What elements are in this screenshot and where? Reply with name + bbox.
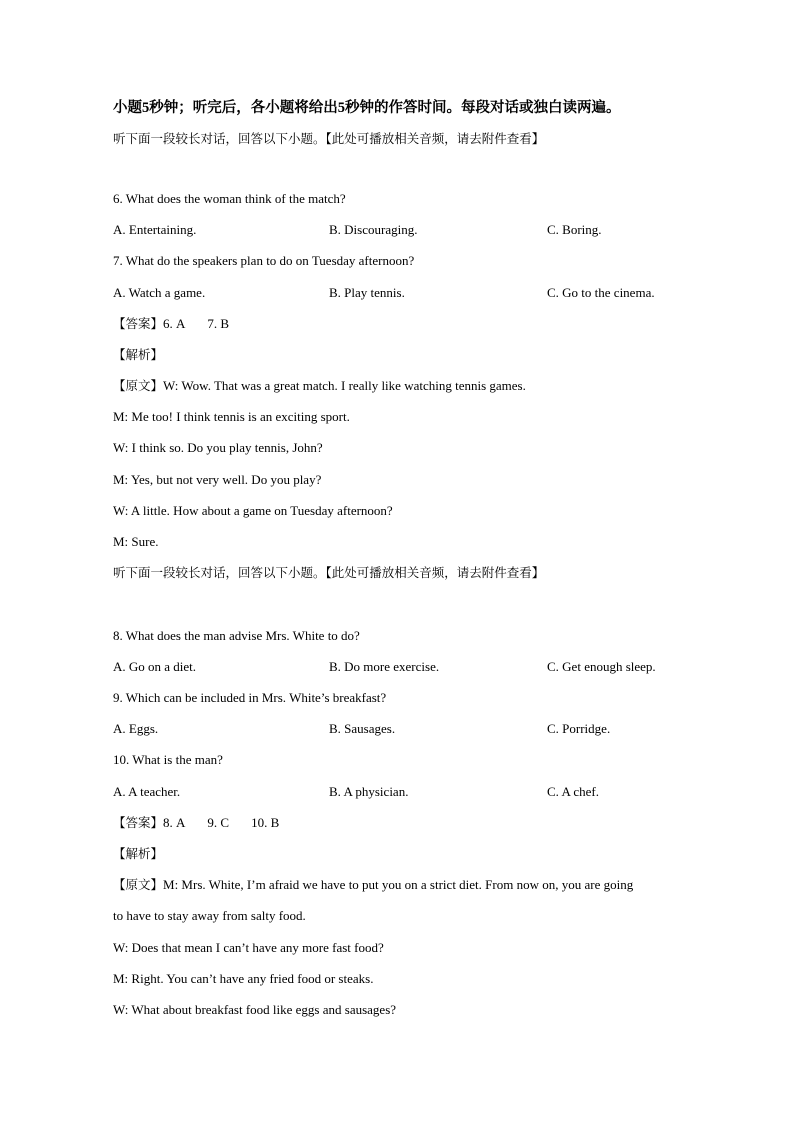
transcript-line: M: Yes, but not very well. Do you play? xyxy=(113,472,322,487)
transcript-line: W: What about breakfast food like eggs and sausages? xyxy=(113,1002,397,1017)
instruction-line: 小题5秒钟；听完后，各小题将给出5秒钟的作答时间。每段对话或独白读两遍。 xyxy=(113,100,621,116)
transcript-line: W: I think so. Do you play tennis, John? xyxy=(113,440,323,455)
transcript-line: W: Does that mean I can’t have any more fast food? xyxy=(113,940,384,955)
answer-tag: 【答案】 xyxy=(113,815,164,830)
answer-item: 9. C xyxy=(207,815,230,830)
question-7: 7. What do the speakers plan to do on Tuesday afternoon? xyxy=(113,253,415,268)
audio-note: 听下面一段较长对话，回答以下小题。【此处可播放相关音频，请去附件查看】 xyxy=(113,131,545,146)
q9-option-b: B. Sausages. xyxy=(329,721,396,736)
q8-option-a: A. Go on a diet. xyxy=(113,659,197,674)
q10-option-b: B. A physician. xyxy=(329,784,409,799)
question-10: 10. What is the man? xyxy=(113,752,223,767)
q6-option-c: C. Boring. xyxy=(547,222,602,237)
original-tag: 【原文】 xyxy=(113,877,164,892)
analysis-tag: 【解析】 xyxy=(113,846,164,861)
q6-option-b: B. Discouraging. xyxy=(329,222,418,237)
answer-item: 8. A xyxy=(163,815,186,830)
original-tag: 【原文】 xyxy=(113,378,164,393)
answer-item: 10. B xyxy=(251,815,280,830)
transcript-line: W: A little. How about a game on Tuesday afternoon? xyxy=(113,503,393,518)
q7-option-c: C. Go to the cinema. xyxy=(547,285,655,300)
answer-item: 6. A xyxy=(163,316,186,331)
transcript-line: M: Me too! I think tennis is an exciting sport. xyxy=(113,409,350,424)
q9-option-c: C. Porridge. xyxy=(547,721,611,736)
q6-option-a: A. Entertaining. xyxy=(113,222,197,237)
transcript-line: M: Right. You can’t have any fried food or steaks. xyxy=(113,971,374,986)
answer-item: 7. B xyxy=(207,316,230,331)
transcript-text: W: Wow. That was a great match. I really like watching tennis games. xyxy=(163,378,526,393)
q7-option-b: B. Play tennis. xyxy=(329,285,405,300)
transcript-line: M: Sure. xyxy=(113,534,159,549)
q8-option-b: B. Do more exercise. xyxy=(329,659,440,674)
question-6: 6. What does the woman think of the match? xyxy=(113,191,346,206)
audio-note: 听下面一段较长对话，回答以下小题。【此处可播放相关音频，请去附件查看】 xyxy=(113,565,545,580)
transcript-line: to have to stay away from salty food. xyxy=(113,908,306,923)
answer-line xyxy=(113,316,229,332)
transcript-text: M: Mrs. White, I’m afraid we have to put you on a strict diet. From now on, you are going xyxy=(163,877,634,892)
analysis-tag: 【解析】 xyxy=(113,347,164,362)
answer-tag: 【答案】 xyxy=(113,316,164,331)
q9-option-a: A. Eggs. xyxy=(113,721,159,736)
q7-option-a: A. Watch a game. xyxy=(113,285,206,300)
q10-option-a: A. A teacher. xyxy=(113,784,181,799)
transcript-line xyxy=(113,877,633,893)
q10-option-c: C. A chef. xyxy=(547,784,599,799)
answer-line xyxy=(113,815,279,831)
question-9: 9. Which can be included in Mrs. White’s breakfast? xyxy=(113,690,387,705)
q8-option-c: C. Get enough sleep. xyxy=(547,659,656,674)
transcript-line xyxy=(113,378,526,394)
question-8: 8. What does the man advise Mrs. White to do? xyxy=(113,628,360,643)
